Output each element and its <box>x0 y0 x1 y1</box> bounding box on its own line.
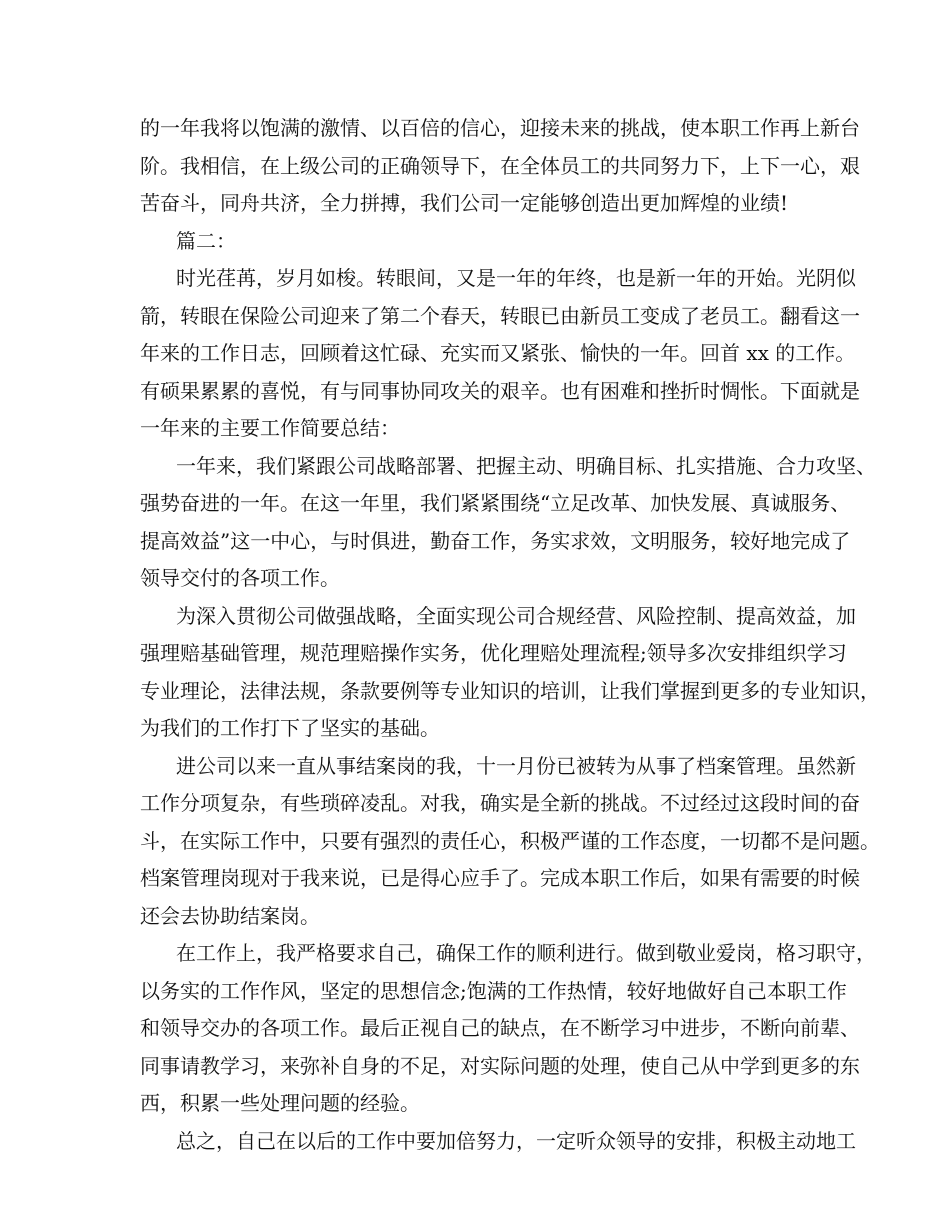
text-line: 提高效益”这一中心，与时俱进，勤奋工作，务实求效，文明服务，较好地完成了 <box>140 528 851 553</box>
text-line: 为我们的工作打下了坚实的基础。 <box>140 716 440 740</box>
text-line: 以务实的工作作风，坚定的思想信念;饱满的工作热情，较好地做好自己本职工作 <box>140 978 847 1003</box>
text-line: 工作分项复杂，有些琐碎凌乱。对我，确实是全新的挑战。不过经过这段时间的奋 <box>140 791 860 815</box>
text-line: 斗，在实际工作中，只要有强烈的责任心，积极严谨的工作态度，一切都不是问题。 <box>140 828 880 853</box>
text-line: 阶。我相信，在上级公司的正确领导下，在全体员工的共同努力下，上下一心，艰 <box>140 153 860 178</box>
text-line: 和领导交办的各项工作。最后正视自己的缺点，在不断学习中进步，不断向前辈、 <box>140 1016 860 1040</box>
text-line: 苦奋斗，同舟共济，全力拼搏，我们公司一定能够创造出更加辉煌的业绩! <box>140 191 789 215</box>
text-line: 为深入贯彻公司做强战略，全面实现公司合规经营、风险控制、提高效益，加 <box>176 603 856 628</box>
text-line: 箭，转眼在保险公司迎来了第二个春天，转眼已由新员工变成了老员工。翻看这一 <box>140 303 860 328</box>
text-line: 领导交付的各项工作。 <box>140 566 340 590</box>
text-line: 篇二： <box>176 228 236 253</box>
text-line: 时光荏苒，岁月如梭。转眼间，又是一年的年终，也是新一年的开始。光阴似 <box>176 266 856 290</box>
text-line: 强理赔基础管理，规范理赔操作实务，优化理赔处理流程;领导多次安排组织学习 <box>140 641 847 665</box>
text-line: 一年来的主要工作简要总结： <box>140 416 400 440</box>
text-line: 一年来，我们紧跟公司战略部署、把握主动、明确目标、扎实措施、合力攻坚、 <box>176 453 876 478</box>
text-line: 西，积累一些处理问题的经验。 <box>140 1091 420 1115</box>
text-line: 同事请教学习，来弥补自身的不足，对实际问题的处理，使自己从中学到更多的东 <box>140 1053 860 1078</box>
text-line: 在工作上，我严格要求自己，确保工作的顺利进行。做到敬业爱岗，格习职守， <box>176 941 876 965</box>
text-line: 年来的工作日志，回顾着这忙碌、充实而又紧张、愉快的一年。回首 xx 的工作。 <box>140 341 856 365</box>
text-line: 总之，自己在以后的工作中要加倍努力，一定听众领导的安排，积极主动地工 <box>176 1128 856 1153</box>
text-line: 进公司以来一直从事结案岗的我，十一月份已被转为从事了档案管理。虽然新 <box>176 753 856 778</box>
document-body <box>140 110 880 1160</box>
text-line: 还会去协助结案岗。 <box>140 903 320 928</box>
text-line: 强势奋进的一年。在这一年里，我们紧紧围绕“立足改革、加快发展、真诚服务、 <box>140 491 851 515</box>
text-line: 专业理论，法律法规，条款要例等专业知识的培训，让我们掌握到更多的专业知识， <box>140 678 880 703</box>
text-line: 有硕果累累的喜悦，有与同事协同攻关的艰辛。也有困难和挫折时惆怅。下面就是 <box>140 378 860 403</box>
text-line: 档案管理岗现对于我来说，已是得心应手了。完成本职工作后，如果有需要的时候 <box>140 866 860 890</box>
text-line: 的一年我将以饱满的激情、以百倍的信心，迎接未来的挑战，使本职工作再上新台 <box>140 116 860 140</box>
